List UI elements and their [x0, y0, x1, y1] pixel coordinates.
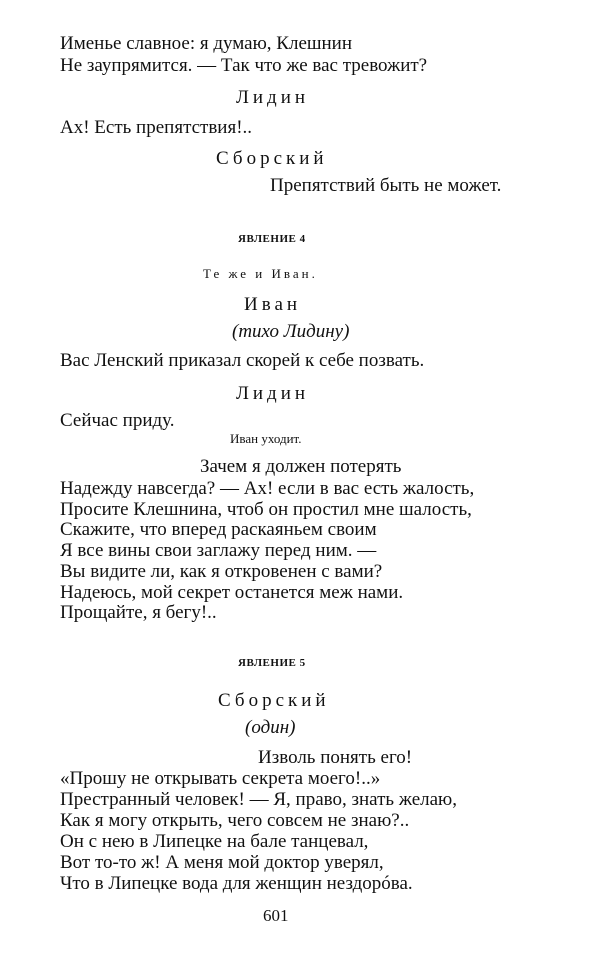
stage-direction: (один): [245, 717, 296, 738]
verse-line: Надежду навсегда? — Ах! если в вас есть жалость,: [60, 478, 475, 499]
verse-line: Прощайте, я бегу!..: [60, 602, 217, 623]
verse-line: Я все вины свои заглажу перед ним. —: [60, 540, 377, 561]
verse-line: Просите Клешнина, чтоб он простил мне шалость,: [60, 499, 472, 520]
speaker-name: Лидин: [236, 87, 310, 108]
verse-line: Изволь понять его!: [258, 747, 413, 768]
scene-heading: ЯВЛЕНИЕ 4: [238, 233, 306, 245]
verse-line: Сейчас приду.: [60, 410, 175, 431]
verse-line: Вот то-то ж! А меня мой доктор уверял,: [60, 852, 384, 873]
verse-line: Вы видите ли, как я откровенен с вами?: [60, 561, 383, 582]
verse-line: Именье славное: я думаю, Клешнин: [60, 33, 353, 54]
verse-line: Скажите, что вперед раскаяньем своим: [60, 519, 377, 540]
stage-direction: Иван уходит.: [230, 431, 302, 446]
verse-line: Вас Ленский приказал скорей к себе позвать.: [60, 350, 425, 371]
speaker-name: Сборский: [216, 148, 328, 169]
speaker-name: Лидин: [236, 383, 310, 404]
stage-direction: (тихо Лидину): [232, 321, 350, 342]
verse-line: Ах! Есть препятствия!..: [60, 117, 253, 138]
verse-line: Престранный человек! — Я, право, знать желаю,: [60, 789, 457, 810]
verse-line: Не заупрямится. — Так что же вас тревожит?: [60, 55, 428, 76]
speaker-name: Сборский: [218, 690, 330, 711]
verse-line: Он с нею в Липецке на бале танцевал,: [60, 831, 369, 852]
scene-heading: ЯВЛЕНИЕ 5: [238, 657, 306, 669]
verse-line: Препятствий быть не может.: [270, 175, 502, 196]
page-number: 601: [263, 906, 289, 925]
verse-line: Зачем я должен потерять: [200, 456, 402, 477]
speaker-name: Иван: [244, 294, 302, 315]
verse-line: Что в Липецке вода для женщин нездорóва.: [60, 873, 413, 894]
stage-direction: Те же и Иван.: [203, 266, 318, 281]
verse-line: Как я могу открыть, чего совсем не знаю?..: [60, 810, 410, 831]
verse-line: Надеюсь, мой секрет останется меж нами.: [60, 582, 404, 603]
verse-line: «Прошу не открывать секрета моего!..»: [60, 768, 381, 789]
